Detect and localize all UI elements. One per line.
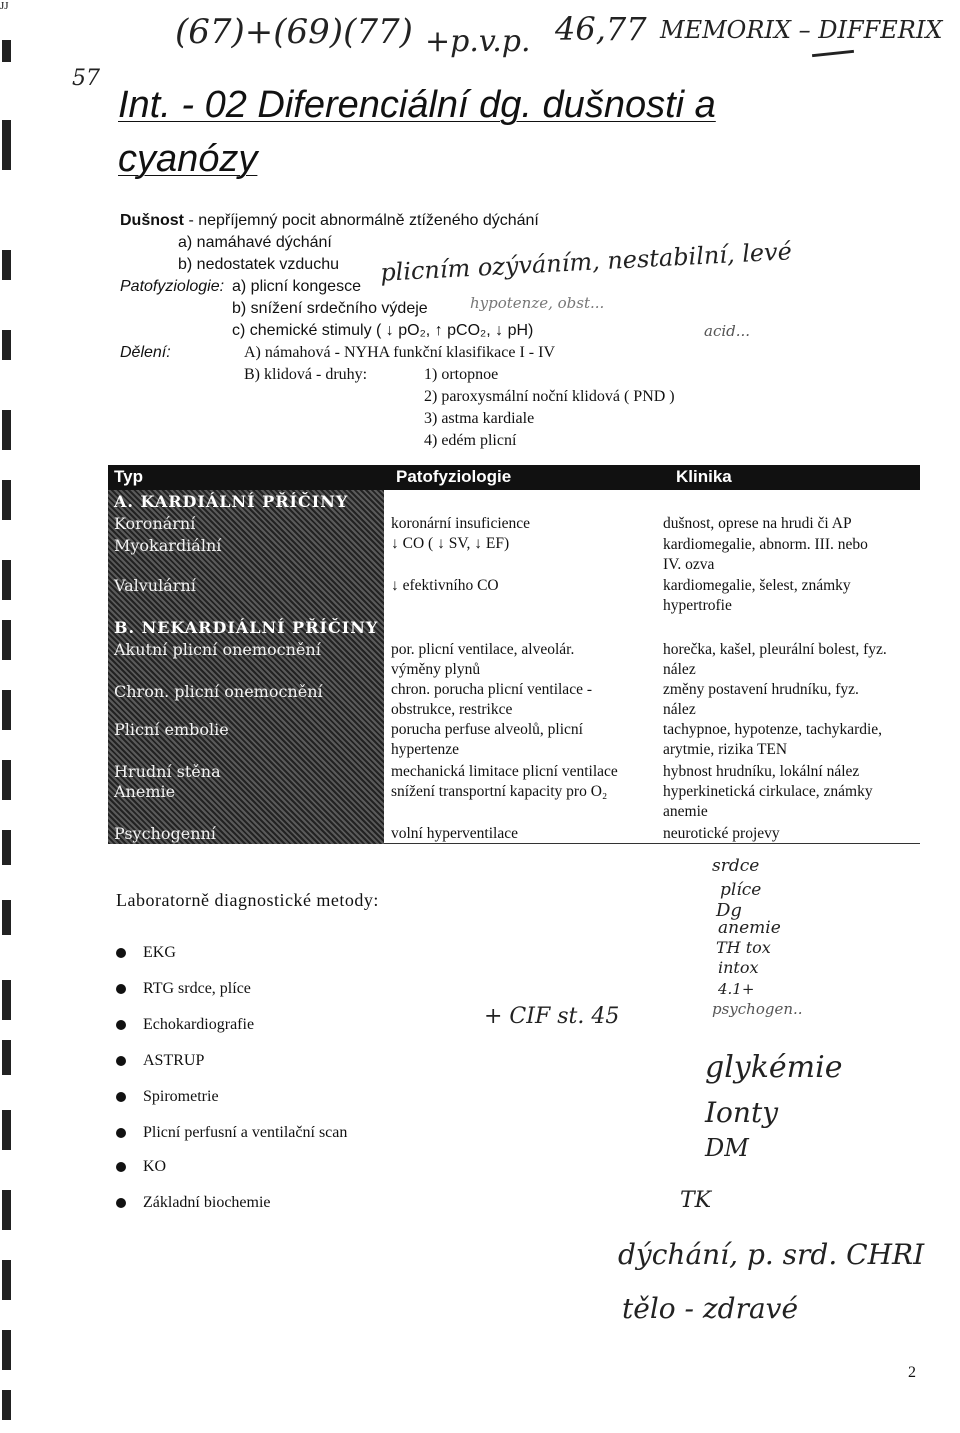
bullet-icon <box>116 948 126 958</box>
table-cell-clinic: IV. ozva <box>663 556 715 573</box>
handwritten-note: anemie <box>718 918 781 938</box>
table-cell-clinic: horečka, kašel, pleurální bolest, fyz. <box>663 641 887 658</box>
bullet-icon <box>116 1162 126 1172</box>
table-cell-patho: porucha perfuse alveolů, plicní <box>391 721 583 738</box>
bullet-icon <box>116 1198 126 1208</box>
table-cell-patho: snížení transportní kapacity pro O₂ <box>391 783 608 800</box>
bullet-icon <box>116 1020 126 1030</box>
table-type: Plicní embolie <box>114 720 229 739</box>
table-type: Koronární <box>114 514 196 533</box>
table-cell-clinic: neurotické projevy <box>663 825 780 842</box>
classification-type: 4) edém plicní <box>424 432 517 449</box>
handwritten-bottom-note: dýchání, p. srd. CHRI <box>618 1238 925 1271</box>
lab-item: RTG srdce, plíce <box>143 980 251 997</box>
table-cell-clinic: dušnost, oprese na hrudi či AP <box>663 515 852 532</box>
bullet-icon <box>116 1128 126 1138</box>
definition-text: - nepříjemný pocit abnormálně ztíženého dýchání <box>184 212 539 229</box>
definition-term: Dušnost <box>120 212 184 229</box>
handwritten-note: 4.1+ <box>718 980 755 998</box>
handwritten-note: glykémie <box>705 1050 843 1085</box>
table-cell-clinic: nález <box>663 661 696 678</box>
pathophysiology-item: b) snížení srdečního výdeje <box>232 300 428 317</box>
table-cell-clinic: tachypnoe, hypotenze, tachykardie, <box>663 721 883 738</box>
bullet-icon <box>116 984 126 994</box>
table-cell-clinic: hyperkinetická cirkulace, známky <box>663 783 873 800</box>
handwritten-note: intox <box>718 958 759 977</box>
bullet-icon <box>116 1092 126 1102</box>
table-cell-patho: ↓ CO ( ↓ SV, ↓ EF) <box>391 535 510 552</box>
pathophysiology-item: c) chemické stimuly ( ↓ pO₂, ↑ pCO₂, ↓ pH) <box>232 322 534 339</box>
handwritten-memorix: MEMORIX – DIFFERIX <box>660 16 943 44</box>
handwritten-note: +p.v.p. <box>425 24 531 59</box>
table-bottom-rule <box>384 843 920 844</box>
definition-item: b) nedostatek vzduchu <box>178 256 339 273</box>
lab-item: Základní biochemie <box>143 1194 271 1211</box>
pathophysiology-item: a) plicní kongesce <box>232 278 361 295</box>
table-cell-patho: ↓ efektivního CO <box>391 577 499 594</box>
classification-type: 2) paroxysmální noční klidová ( PND ) <box>424 388 675 405</box>
table-cell-patho: volní hyperventilace <box>391 825 518 842</box>
table-cell-patho: obstrukce, restrikce <box>391 701 513 718</box>
lab-heading: Laboratorně diagnostické metody: <box>116 890 379 910</box>
table-cell-clinic: hypertrofie <box>663 597 732 614</box>
table-section: A. KARDIÁLNÍ PŘÍČINY <box>114 492 349 511</box>
page-title: Int. - 02 Diferenciální dg. dušnosti a <box>118 84 716 126</box>
definition-item: a) namáhavé dýchání <box>178 234 332 251</box>
handwritten-bottom-note: tělo - zdravé <box>622 1292 799 1325</box>
classification-type: 3) astma kardiale <box>424 410 535 427</box>
table-cell-patho: koronární insuficience <box>391 515 531 532</box>
lab-item: Spirometrie <box>143 1088 219 1105</box>
handwritten-note: DM <box>705 1134 749 1162</box>
handwritten-note: TH tox <box>716 938 771 957</box>
pathophysiology-label: Patofyziologie: <box>120 278 225 295</box>
table-header-patofyziologie: Patofyziologie <box>396 467 512 486</box>
table-header-typ: Typ <box>114 467 143 486</box>
handwritten-pathophysiology: hypotenze, obst... <box>470 294 605 312</box>
classification-label: Dělení: <box>120 344 171 361</box>
table-header-klinika: Klinika <box>676 467 732 486</box>
handwritten-note: Ionty <box>705 1096 779 1129</box>
lab-item: KO <box>143 1158 167 1175</box>
table-cell-clinic: změny postavení hrudníku, fyz. <box>663 681 859 698</box>
handwritten-note: Dg <box>716 900 742 921</box>
definition <box>120 212 539 230</box>
handwritten-pathophysiology: plicním ozýváním, nestabilní, levé <box>379 237 793 287</box>
table-cell-patho: mechanická limitace plicní ventilace <box>391 763 618 780</box>
table-cell-clinic: kardiomegalie, šelest, známky <box>663 577 851 594</box>
handwritten-circled-numbers: (67)+(69)(77) <box>175 12 413 52</box>
classification-a: A) námahová - NYHA funkční klasifikace I - IV <box>244 344 556 361</box>
table-header-bar <box>108 465 920 490</box>
page-title-line2: cyanózy <box>118 138 258 180</box>
table-cell-patho: výměny plynů <box>391 661 481 678</box>
handwritten-note: psychogen.. <box>712 1000 803 1018</box>
table-type: Akutní plicní onemocnění <box>114 640 321 659</box>
handwritten-note: + CIF st. 45 <box>484 1004 620 1029</box>
table-cell-clinic: kardiomegalie, abnorm. III. nebo <box>663 536 868 553</box>
table-cell-patho: chron. porucha plicní ventilace - <box>391 681 592 698</box>
classification-b: B) klidová - druhy: <box>244 366 368 383</box>
table-section: B. NEKARDIÁLNÍ PŘÍČINY <box>114 618 379 637</box>
lab-item: ASTRUP <box>143 1052 205 1069</box>
page-number: 2 <box>908 1364 916 1381</box>
table-cell-clinic: nález <box>663 701 696 718</box>
table-type: Chron. plicní onemocnění <box>114 682 323 701</box>
bullet-icon <box>116 1056 126 1066</box>
margin-number: JJ <box>0 0 9 12</box>
handwritten-pathophysiology: acid... <box>704 322 751 340</box>
table-cell-clinic: arytmie, rizika TEN <box>663 741 788 758</box>
table-cell-patho: por. plicní ventilace, alveolár. <box>391 641 575 658</box>
table-type: Myokardiální <box>114 536 222 555</box>
handwritten-underline <box>812 50 854 57</box>
table-cell-clinic: anemie <box>663 803 708 820</box>
table-cell-clinic: hybnost hrudníku, lokální nález <box>663 763 860 780</box>
lab-item: Echokardiografie <box>143 1016 255 1033</box>
table-cell-patho: hypertenze <box>391 741 459 758</box>
handwritten-note: TK <box>680 1188 712 1213</box>
classification-type: 1) ortopnoe <box>424 366 499 383</box>
handwritten-numbers: 46,77 <box>555 10 647 48</box>
table-type: Valvulární <box>114 576 196 595</box>
handwritten-57: 57 <box>72 66 100 91</box>
lab-item: EKG <box>143 944 176 961</box>
table-type: Psychogenní <box>114 824 216 843</box>
scan-margin <box>0 0 20 1433</box>
handwritten-note: srdce <box>712 856 760 876</box>
table-type: Hrudní stěna <box>114 762 221 781</box>
table-type: Anemie <box>114 782 176 801</box>
handwritten-note: plíce <box>720 880 762 900</box>
lab-item: Plicní perfusní a ventilační scan <box>143 1124 348 1141</box>
